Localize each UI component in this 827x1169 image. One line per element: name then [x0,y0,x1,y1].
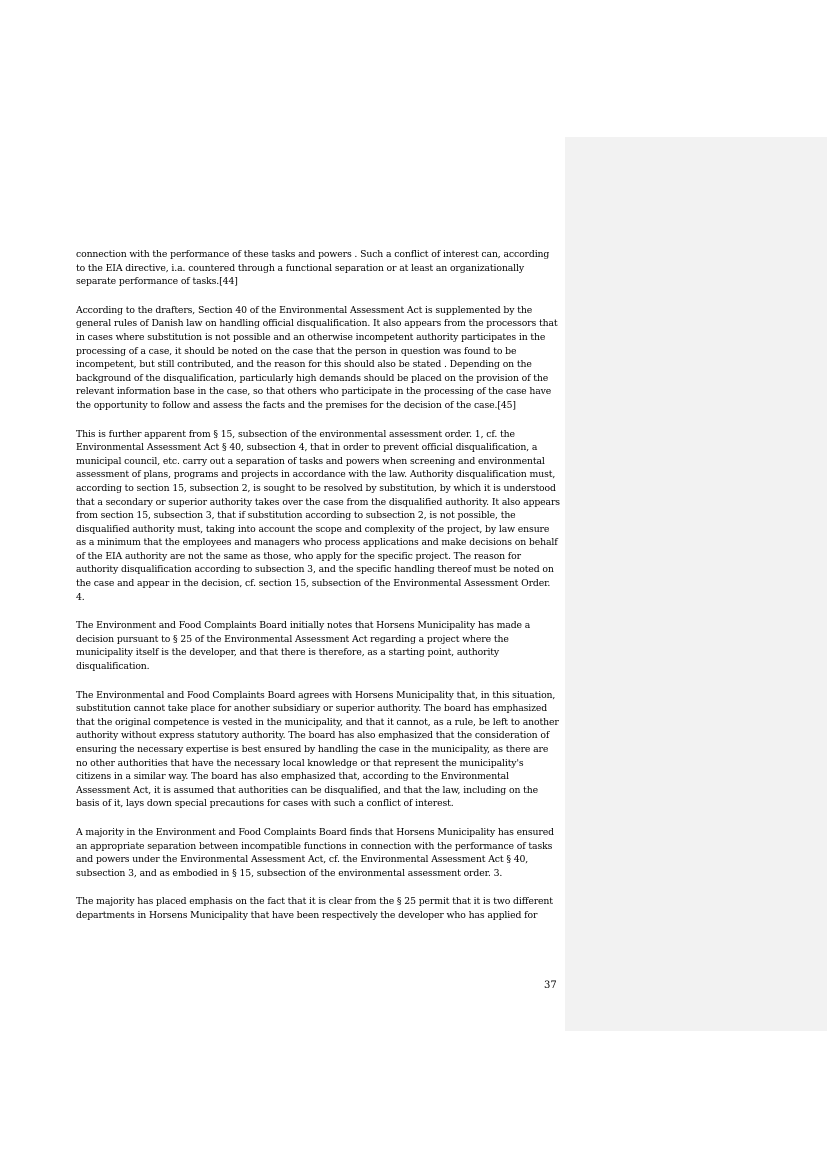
paragraph: The Environmental and Food Complaints Board agrees with Horsens Municipality that, in this situation, substitution cannot take place for another subsidiary or superior authority. The board has emphasized that the original competence is vested in the municipality, and that it cannot, as a rule, be left to another authority without express statutory authority. The board has also emphasized that the consideration of ensuring the necessary expertise is best ensured by handling the case in the municipality, as there are no other authorities that have the necessary local knowledge or that represent the municipality's citizens in a similar way. The board has also emphasized that, according to the Environmental Assessment Act, it is assumed that authorities can be disqualified, and that the law, including on the basis of it, lays down special precautions for cases with such a conflict of interest. [76,689,559,810]
paragraph: This is further apparent from § 15, subsection of the environmental assessment order. 1, cf. the Environmental Assessment Act § 40, subsection 4, that in order to prevent official disqualification, a municipal council, etc. carry out a separation of tasks and powers when screening and environmental assessment of plans, programs and projects in accordance with the law. Authority disqualification must, according to section 15, subsection 2, is sought to be resolved by substitution, by which it is understood that a secondary or superior authority takes over the case from the disqualified authority. It also appears from section 15, subsection 3, that if substitution according to subsection 2, is not possible, the disqualified authority must, taking into account the scope and complexity of the project, by law ensure as a minimum that the employees and managers who process applications and make decisions on behalf of the EIA authority are not the same as those, who apply for the specific project. The reason for authority disqualification according to subsection 3, and the specific handling thereof must be noted on the case and appear in the decision, cf. section 15, subsection of the Environmental Assessment Order. 4. [76,428,560,603]
paragraph: The majority has placed emphasis on the fact that it is clear from the § 25 permit that it is two different departments in Horsens Municipality that have been respectively the developer who has applied for [76,896,553,921]
paragraph: A majority in the Environment and Food Complaints Board finds that Horsens Municipality has ensured an appropriate separation between incompatible functions in connection with the performance of tasks and powers under the Environmental Assessment Act, cf. the Environmental Assessment Act § 40, subsection 3, and as embodied in § 15, subsection of the environmental assessment order. 3. [76,826,554,879]
paragraph: connection with the performance of these tasks and powers . Such a conflict of interest can, according to the EIA directive, i.a. countered through a functional separation or at least an organizationally separate performance of tasks.[44] [76,249,550,288]
document-body [76,248,560,938]
comment-pane [565,137,827,1031]
paragraph: According to the drafters, Section 40 of the Environmental Assessment Act is supplemented by the general rules of Danish law on handling official disqualification. It also appears from the processors that in cases where substitution is not possible and an otherwise incompetent authority participates in the processing of a case, it should be noted on the case that the person in question was found to be incompetent, but still contributed, and the reason for this should also be stated . Depending on the background of the disqualification, particularly high demands should be placed on the provision of the relevant information base in the case, so that others who participate in the processing of the case have the opportunity to follow and assess the facts and the premises for the decision of the case.[45] [76,304,558,411]
page-number: 37 [544,980,557,991]
paragraph: The Environment and Food Complaints Board initially notes that Horsens Municipality has made a decision pursuant to § 25 of the Environmental Assessment Act regarding a project where the municipality itself is the developer, and that there is therefore, as a starting point, authority disqualification. [76,620,531,673]
